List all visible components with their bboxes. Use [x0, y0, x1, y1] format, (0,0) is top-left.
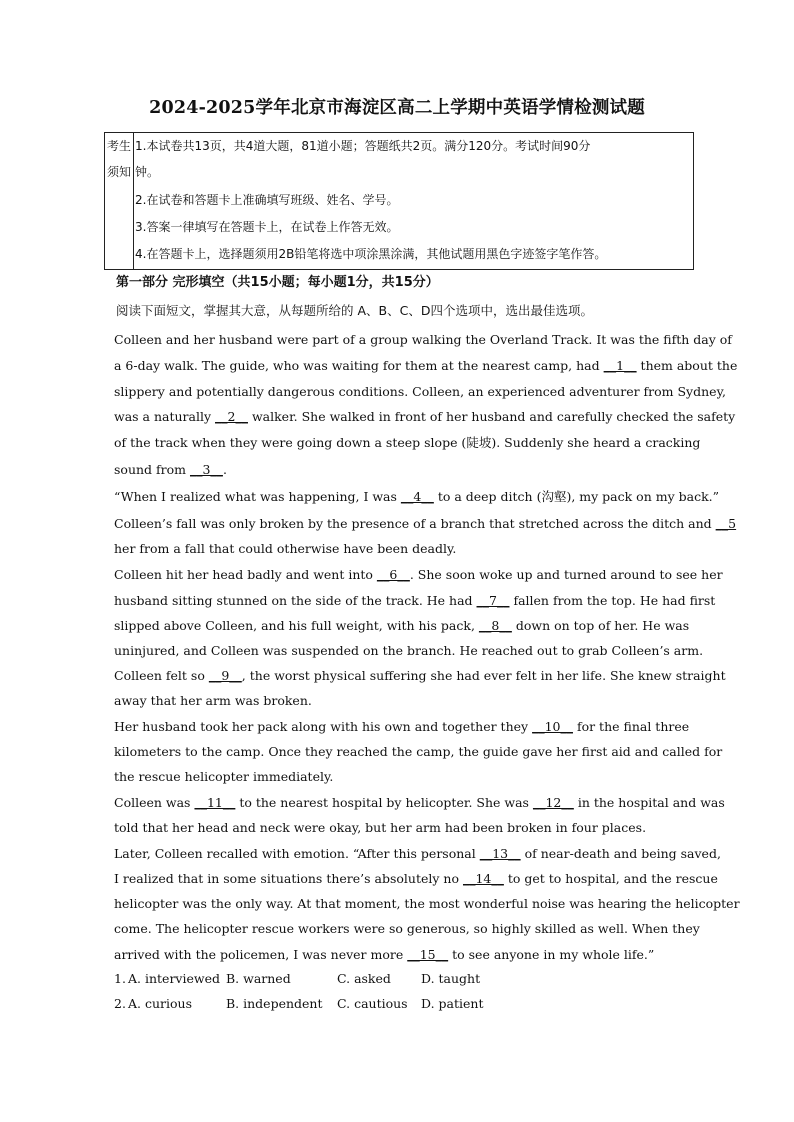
passage-line: was a naturally __2__ walker. She walked in front of her husband and carefully checked the safety — [114, 409, 736, 424]
passage-line: husband sitting stunned on the side of the track. He had __7__ fallen from the top. He had first — [114, 593, 716, 608]
section-heading: 第一部分 完形填空（共15小题；每小题1分，共15分） — [116, 275, 439, 290]
passage-line: kilometers to the camp. Once they reached the camp, the guide gave her first aid and called for — [114, 744, 723, 759]
blank-6: __6__ — [376, 567, 410, 582]
blank-9: __9__ — [208, 668, 242, 683]
passage-line: helicopter was the only way. At that moment, the most wonderful noise was hearing the helicopter — [114, 896, 740, 911]
notice-item-2: 2.在试卷和答题卡上准确填写班级、姓名、学号。 — [135, 193, 399, 207]
passage-line: told that her head and neck were okay, but her arm had been broken in four places. — [114, 820, 647, 835]
passage-line: Her husband took her pack along with his own and together they __10__ for the final three — [114, 719, 690, 734]
notice-label-line2: 须知 — [106, 165, 131, 179]
notice-label-line1: 考生 — [106, 139, 131, 153]
option-a: A. curious — [128, 996, 192, 1011]
notice-item-3: 3.答案一律填写在答题卡上，在试卷上作答无效。 — [135, 220, 399, 234]
notice-item-1-cont: 钟。 — [135, 165, 160, 179]
option-c: C. asked — [337, 971, 391, 986]
notice-label-column — [105, 133, 134, 269]
notice-item-4: 4.在答题卡上，选择题须用2B铅笔将选中项涂黑涂满，其他试题用黑色字迹签字笔作答。 — [135, 247, 607, 261]
passage-line: I realized that in some situations there’s absolutely no __14__ to get to hospital, and the rescue — [114, 871, 718, 886]
option-a: A. interviewed — [128, 971, 220, 986]
passage-line: Colleen’s fall was only broken by the presence of a branch that stretched across the ditch and __5 — [114, 516, 737, 531]
passage-line: of the track when they were going down a steep slope (陡坡). Suddenly she heard a cracking — [114, 435, 701, 450]
passage-line: Colleen felt so __9__, the worst physical suffering she had ever felt in her life. She knew straight — [114, 668, 726, 683]
passage-line: come. The helicopter rescue workers were so generous, so highly skilled as well. When they — [114, 921, 700, 936]
notice-item-1: 1.本试卷共13页，共4道大题，81道小题；答题纸共2页。满分120分。考试时间90分 — [135, 139, 591, 153]
blank-5: __5 — [715, 516, 737, 531]
question-number: 1. — [114, 971, 126, 986]
page-title: 2024-2025学年北京市海淀区高二上学期中英语学情检测试题 — [149, 98, 645, 118]
blank-3: __3__ — [189, 462, 223, 477]
blank-12: __12__ — [532, 795, 574, 810]
blank-11: __11__ — [194, 795, 236, 810]
blank-2: __2__ — [215, 409, 248, 424]
question-number: 2. — [114, 996, 126, 1011]
blank-1: __1__ — [603, 358, 637, 373]
blank-10: __10__ — [532, 719, 573, 734]
passage-line: slipped above Colleen, and his full weight, with his pack, __8__ down on top of her. He was — [114, 618, 690, 633]
passage-line: uninjured, and Colleen was suspended on the branch. He reached out to grab Colleen’s arm. — [114, 643, 704, 658]
blank-4: __4__ — [400, 489, 434, 504]
blank-8: __8__ — [478, 618, 512, 633]
passage-line: sound from __3__. — [114, 462, 227, 477]
blank-7: __7__ — [476, 593, 510, 608]
passage-line: Colleen and her husband were part of a group walking the Overland Track. It was the fifth day of — [114, 332, 732, 347]
passage-line: slippery and potentially dangerous conditions. Colleen, an experienced adventurer from Sydney, — [114, 384, 726, 399]
passage-line: the rescue helicopter immediately. — [114, 769, 334, 784]
passage-line: away that her arm was broken. — [114, 693, 312, 708]
blank-14: __14__ — [462, 871, 504, 886]
option-b: B. independent — [226, 996, 323, 1011]
passage-line: arrived with the policemen, I was never more __15__ to see anyone in my whole life.” — [114, 947, 655, 962]
passage-line: Colleen was __11__ to the nearest hospital by helicopter. She was __12__ in the hospital and was — [114, 795, 725, 810]
option-d: D. taught — [421, 971, 481, 986]
passage-line: her from a fall that could otherwise have been deadly. — [114, 541, 457, 556]
passage-line: Colleen hit her head badly and went into __6__. She soon woke up and turned around to see her — [114, 567, 723, 582]
passage-line: Later, Colleen recalled with emotion. “After this personal __13__ of near-death and being saved, — [114, 846, 721, 861]
exam-notice-box — [104, 132, 694, 270]
option-c: C. cautious — [337, 996, 408, 1011]
section-instruction: 阅读下面短文，掌握其大意，从每题所给的 A、B、C、D四个选项中，选出最佳选项。 — [116, 303, 593, 318]
blank-15: __15__ — [407, 947, 449, 962]
option-d: D. patient — [421, 996, 484, 1011]
blank-13: __13__ — [479, 846, 521, 861]
option-b: B. warned — [226, 971, 291, 986]
passage-line: a 6-day walk. The guide, who was waiting for them at the nearest camp, had __1__ them about the — [114, 358, 738, 373]
passage-line: “When I realized what was happening, I was __4__ to a deep ditch (沟壑), my pack on my back.” — [114, 489, 720, 504]
